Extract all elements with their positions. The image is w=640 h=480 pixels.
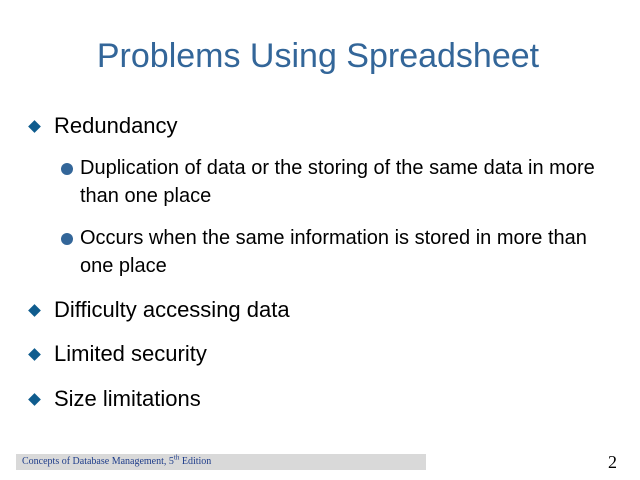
slide-title: Problems Using Spreadsheet [96,37,540,75]
footer-book-suffix: Edition [179,456,212,467]
bullet-text: Limited security [54,341,207,366]
diamond-bullet-icon [28,120,41,133]
page-number: 2 [608,452,617,472]
diamond-bullet-icon [28,348,41,361]
bullet-text: Difficulty accessing data [54,297,290,322]
bullet-limited-security [26,341,207,367]
footer-book-prefix: Concepts of Database Management, 5 [22,456,174,467]
bullet-redundancy [26,113,178,139]
bullet-text: Redundancy [54,113,178,138]
diamond-bullet-icon [28,393,41,406]
sub-bullet-occurs [60,224,620,280]
footer-edition-superscript: th [173,453,180,462]
sub-bullet-text: Duplication of data or the storing of the same data in more than one place [80,157,595,207]
bullet-size-limitations [26,386,201,412]
circle-bullet-icon [61,163,73,175]
bullet-difficulty-accessing [26,297,290,323]
circle-bullet-icon [61,233,73,245]
sub-bullet-text: Occurs when the same information is stored in more than one place [80,227,587,277]
footer-book-title [16,454,426,470]
sub-bullet-duplication [60,154,620,210]
diamond-bullet-icon [28,304,41,317]
bullet-text: Size limitations [54,386,201,411]
